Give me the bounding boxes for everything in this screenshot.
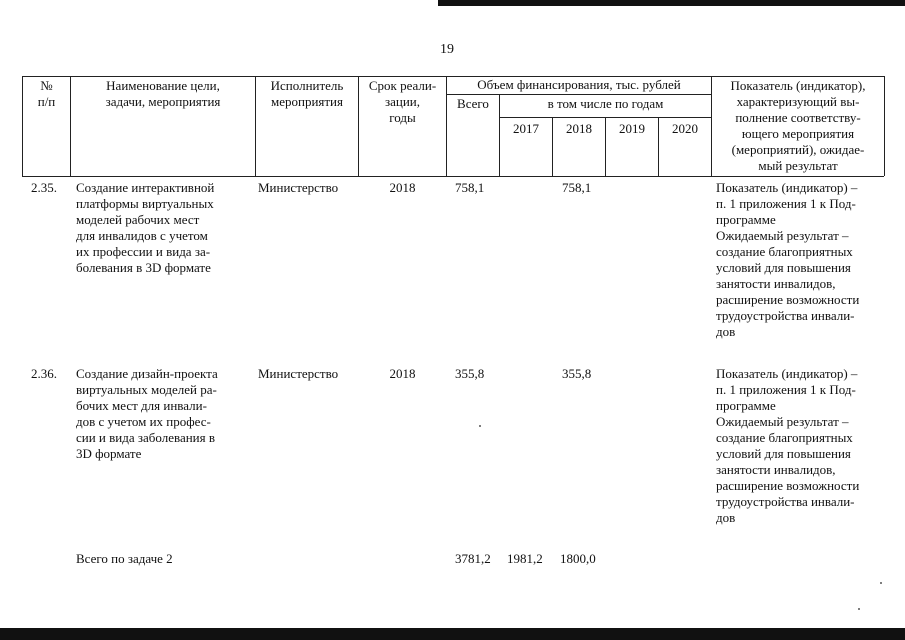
top-border-bar <box>438 0 905 6</box>
header-indicator: Показатель (индикатор), характеризующий вы- полнение соответству- ющего мероприятия (мероприятий), ожидае- мый результат <box>730 78 866 173</box>
header-funding: Объем финансирования, тыс. рублей <box>477 77 681 92</box>
header-year-2019: 2019 <box>619 121 645 136</box>
scan-speck <box>479 425 481 427</box>
funding-subline <box>446 94 711 95</box>
row-2-35-2018: 758,1 <box>562 180 592 195</box>
row-2-36-term: 2018 <box>389 366 416 381</box>
header-year-2018: 2018 <box>566 121 592 136</box>
header-by-years: в том числе по годам <box>547 96 664 111</box>
row-2-35-total: 758,1 <box>455 180 485 195</box>
row-2-35-num: 2.35. <box>31 180 57 195</box>
row-2-36-2018: 355,8 <box>562 366 592 381</box>
summary-label: Всего по задаче 2 <box>76 551 173 566</box>
scan-speck <box>880 582 882 584</box>
page-number: 19 <box>440 42 454 57</box>
header-total: Всего <box>457 96 489 111</box>
header-bottom-line <box>22 176 884 177</box>
header-year-2017: 2017 <box>513 121 539 136</box>
header-num: № п/п <box>37 78 56 109</box>
row-2-35-name: Создание интерактивной платформы виртуальных моделей рабочих мест для инвалидов с учетом их профессии и вида за- болевания в 3D формате <box>76 180 215 275</box>
row-2-36-indicator: Показатель (индикатор) – п. 1 приложения 1 к Под- программе Ожидаемый результат – создание благоприятных условий для повышения занятости инвалидов, расширение возможности трудоустройства инвали- дов <box>716 366 860 525</box>
header-name: Наименование цели, задачи, мероприятия <box>105 78 221 109</box>
row-2-36-executor: Министерство <box>258 366 339 381</box>
bottom-border-bar <box>0 628 905 640</box>
col-line-10 <box>884 76 885 176</box>
row-2-36-num: 2.36. <box>31 366 57 381</box>
row-2-35-indicator: Показатель (индикатор) – п. 1 приложения 1 к Под- программе Ожидаемый результат – создание благоприятных условий для повышения занятости инвалидов, расширение возможности трудоустройства инвали- дов <box>716 180 860 339</box>
summary-2018: 1800,0 <box>560 551 596 566</box>
summary-total: 3781,2 <box>455 551 491 566</box>
scan-speck <box>858 608 860 610</box>
header-executor: Исполнитель мероприятия <box>270 78 344 109</box>
header-term: Срок реали- зации, годы <box>368 78 437 125</box>
row-2-35-term: 2018 <box>389 180 416 195</box>
header-year-2020: 2020 <box>672 121 698 136</box>
row-2-35-executor: Министерство <box>258 180 339 195</box>
row-2-36-name: Создание дизайн-проекта виртуальных моделей ра- бочих мест для инвали- дов с учетом их профес- сии и вида заболевания в 3D формате <box>76 366 218 461</box>
row-2-36-total: 355,8 <box>455 366 485 381</box>
summary-2017: 1981,2 <box>507 551 543 566</box>
